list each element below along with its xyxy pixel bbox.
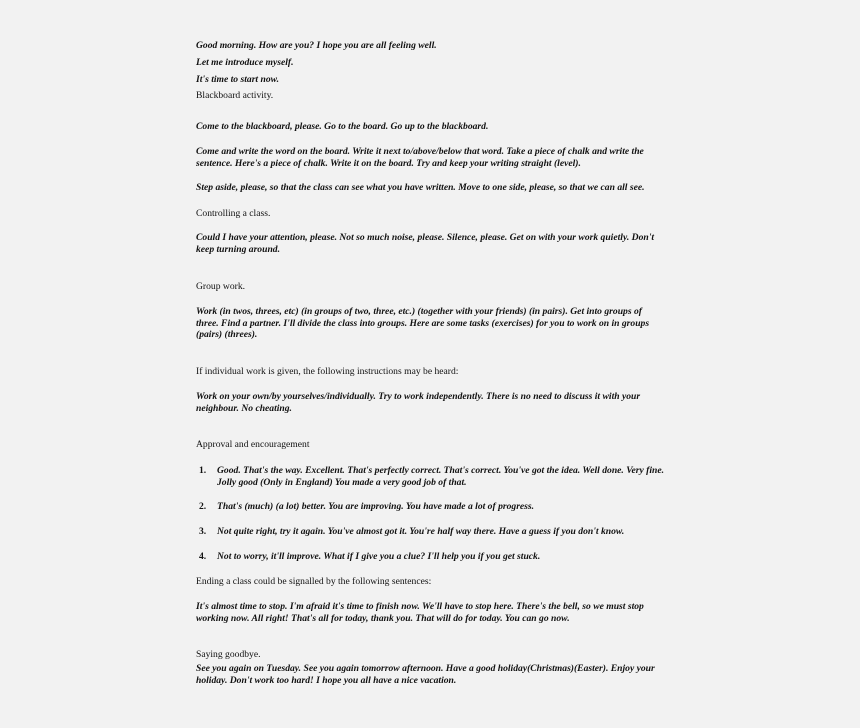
approval-heading: Approval and encouragement <box>196 439 310 450</box>
goodbye-heading: Saying goodbye. <box>196 649 261 660</box>
blackboard-paragraph-3: Step aside, please, so that the class can see what you have written. Move to one side, please, so that we can all see. <box>196 182 645 193</box>
controlling-paragraph: Could I have your attention, please. Not so much noise, please. Silence, please. Get on with your work quietly. Don't keep turning around. <box>196 232 655 255</box>
blackboard-paragraph-2: Come and write the word on the board. Write it next to/above/below that word. Take a piece of chalk and write the sentence. Here's a piece of chalk. Write it on the board. Try and keep your writing straight (level). <box>196 146 644 169</box>
start-line: It's time to start now. <box>196 74 280 85</box>
list-item: Not to worry, it'll improve. What if I give you a clue? I'll help you if you get stuck. <box>217 551 541 562</box>
greeting-line: Good morning. How are you? I hope you are all feeling well. <box>196 40 437 51</box>
list-item: Not quite right, try it again. You've almost got it. You're half way there. Have a guess if you don't know. <box>217 526 625 537</box>
list-item-number: 1. <box>199 465 207 476</box>
list-item-number: 2. <box>199 501 207 512</box>
list-item: That's (much) (a lot) better. You are improving. You have made a lot of progress. <box>217 501 535 512</box>
introduction-line: Let me introduce myself. <box>196 57 294 68</box>
list-item: Good. That's the way. Excellent. That's perfectly correct. That's correct. You've got the idea. Well done. Very fine. Jolly good (Only in England) You made a very good job of that. <box>217 465 665 488</box>
ending-paragraph: It's almost time to stop. I'm afraid it's time to finish now. We'll have to stop here. There's the bell, so we must stop working now. All right! That's all for today, thank you. That will do for today. You can go now. <box>196 601 644 624</box>
individual-heading: If individual work is given, the following instructions may be heard: <box>196 366 459 377</box>
individual-paragraph: Work on your own/by yourselves/individually. Try to work independently. There is no need to discuss it with your neighbour. No cheating. <box>196 391 641 414</box>
list-item-number: 4. <box>199 551 207 562</box>
goodbye-paragraph: See you again on Tuesday. See you again tomorrow afternoon. Have a good holiday(Christmas)(Easter). Enjoy your holiday. Don't work too hard! I hope you all have a nice vacation. <box>196 663 655 686</box>
group-heading: Group work. <box>196 281 246 292</box>
group-paragraph: Work (in twos, threes, etc) (in groups of two, three, etc.) (together with your friends) (in pairs). Get into groups of three. Find a partner. I'll divide the class into groups. Here are some tasks (exercises) for you to work on in groups (pairs) (threes). <box>196 306 650 340</box>
blackboard-paragraph-1: Come to the blackboard, please. Go to the board. Go up to the blackboard. <box>196 121 489 132</box>
ending-heading: Ending a class could be signalled by the following sentences: <box>196 576 432 587</box>
blackboard-heading: Blackboard activity. <box>196 90 274 101</box>
controlling-heading: Controlling a class. <box>196 208 271 219</box>
list-item-number: 3. <box>199 526 207 537</box>
